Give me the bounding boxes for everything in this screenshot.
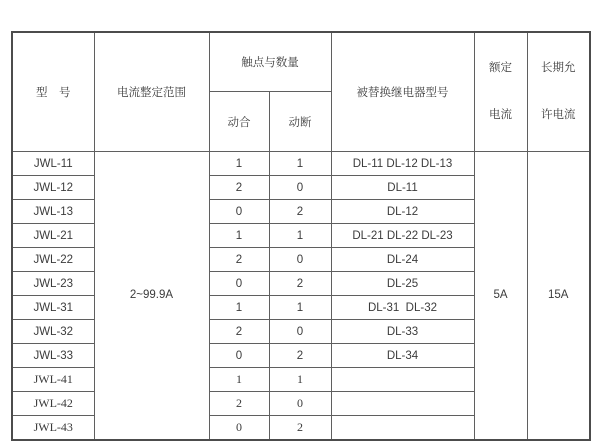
nc-count-cell: 0	[269, 248, 331, 272]
model-cell: JWL-33	[12, 344, 94, 368]
no-count-cell: 0	[209, 416, 269, 440]
model-cell: JWL-12	[12, 176, 94, 200]
no-count-cell: 2	[209, 176, 269, 200]
long-term-current-cell: 15A	[527, 152, 590, 440]
replaced-model-cell: DL-33	[331, 320, 474, 344]
replaced-model-cell: DL-31 DL-32	[331, 296, 474, 320]
header-current-setting-range: 电流整定范围	[94, 32, 209, 152]
nc-count-cell: 0	[269, 176, 331, 200]
no-count-cell: 0	[209, 344, 269, 368]
model-cell: JWL-42	[12, 392, 94, 416]
relay-spec-table	[11, 31, 591, 441]
nc-count-cell: 0	[269, 320, 331, 344]
model-cell: JWL-22	[12, 248, 94, 272]
no-count-cell: 2	[209, 248, 269, 272]
no-count-cell: 1	[209, 224, 269, 248]
nc-count-cell: 2	[269, 200, 331, 224]
replaced-model-cell	[331, 368, 474, 392]
nc-count-cell: 0	[269, 392, 331, 416]
nc-count-cell: 1	[269, 296, 331, 320]
rated-current-cell: 5A	[474, 152, 527, 440]
header-row-1	[12, 32, 590, 92]
model-cell: JWL-23	[12, 272, 94, 296]
nc-count-cell: 1	[269, 152, 331, 176]
model-cell: JWL-21	[12, 224, 94, 248]
header-model: 型 号	[12, 32, 94, 152]
model-cell: JWL-13	[12, 200, 94, 224]
header-rated-current	[474, 32, 527, 152]
header-rated-current-line2: 电流	[489, 109, 512, 121]
nc-count-cell: 1	[269, 224, 331, 248]
replaced-model-cell: DL-25	[331, 272, 474, 296]
header-long-term-current	[527, 32, 590, 152]
header-long-term-current-line1: 长期允	[541, 62, 576, 74]
no-count-cell: 0	[209, 272, 269, 296]
header-long-term-current-line2: 许电流	[541, 109, 576, 121]
header-normally-closed: 动断	[269, 92, 331, 152]
header-contacts-group: 触点与数量	[209, 32, 331, 92]
no-count-cell: 1	[209, 152, 269, 176]
nc-count-cell: 1	[269, 368, 331, 392]
no-count-cell: 2	[209, 392, 269, 416]
header-replaced-relay-model: 被替换继电器型号	[331, 32, 474, 152]
no-count-cell: 1	[209, 296, 269, 320]
nc-count-cell: 2	[269, 344, 331, 368]
no-count-cell: 0	[209, 200, 269, 224]
table-row	[12, 152, 590, 176]
replaced-model-cell: DL-11	[331, 176, 474, 200]
nc-count-cell: 2	[269, 416, 331, 440]
replaced-model-cell: DL-34	[331, 344, 474, 368]
header-rated-current-line1: 额定	[489, 62, 512, 74]
replaced-model-cell: DL-11 DL-12 DL-13	[331, 152, 474, 176]
replaced-model-cell	[331, 416, 474, 440]
model-cell: JWL-11	[12, 152, 94, 176]
replaced-model-cell: DL-21 DL-22 DL-23	[331, 224, 474, 248]
replaced-model-cell	[331, 392, 474, 416]
model-cell: JWL-41	[12, 368, 94, 392]
header-normally-open: 动合	[209, 92, 269, 152]
no-count-cell: 2	[209, 320, 269, 344]
current-setting-range-cell: 2~99.9A	[94, 152, 209, 440]
no-count-cell: 1	[209, 368, 269, 392]
replaced-model-cell: DL-24	[331, 248, 474, 272]
model-cell: JWL-43	[12, 416, 94, 440]
replaced-model-cell: DL-12	[331, 200, 474, 224]
model-cell: JWL-32	[12, 320, 94, 344]
model-cell: JWL-31	[12, 296, 94, 320]
nc-count-cell: 2	[269, 272, 331, 296]
